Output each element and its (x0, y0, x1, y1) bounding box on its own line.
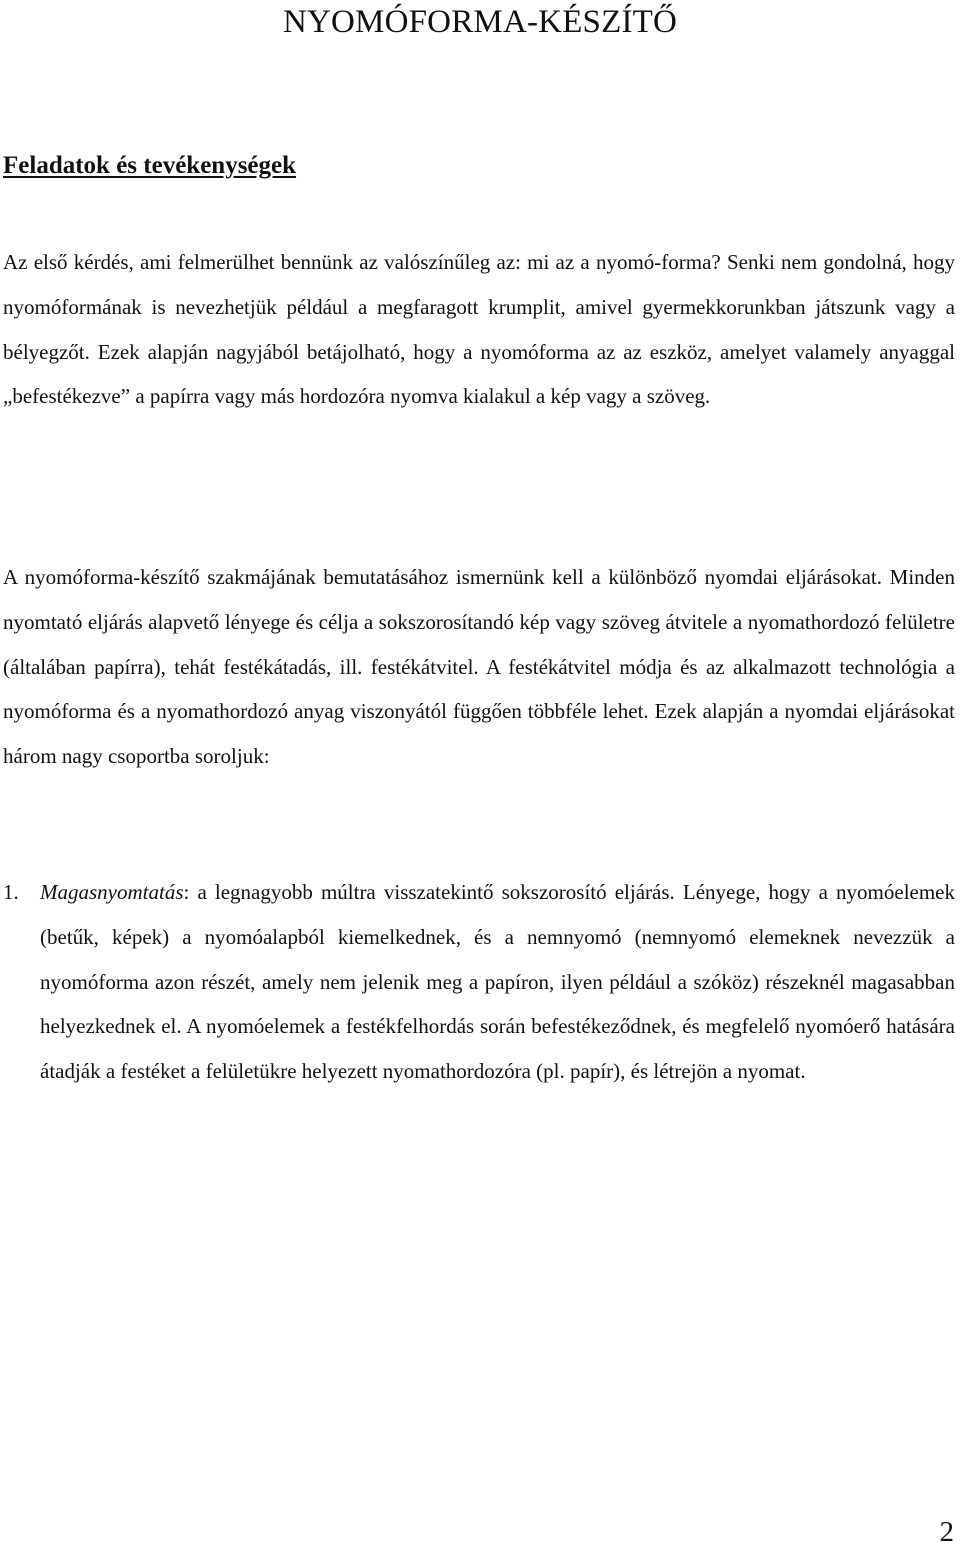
list-item-number: 1. (3, 880, 19, 904)
paragraph-intro: Az első kérdés, ami felmerülhet bennünk az valószínűleg az: mi az a nyomó-forma? Senki nem gondolná, hogy nyomóformának is nevezhetjük például a megfaragott krumplit, amivel gyermekkorunkban játszunk vagy a bélyegzőt. Ezek alapján nagyjából betájolható, hogy a nyomóforma az az eszköz, amelyet valamely anyaggal „befestékezve” a papírra vagy más hordozóra nyomva kialakul a kép vagy a szöveg. (3, 250, 955, 409)
page-number: 2 (939, 1516, 954, 1548)
paragraph-procedures: A nyomóforma-készítő szakmájának bemutatásához ismernünk kell a különböző nyomdai eljárásokat. Minden nyomtató eljárás alapvető lényege és célja a sokszorosítandó kép vagy szöveg átvitele a nyomathordozó felületre (általában papírra), tehát festékátadás, ill. festékátvitel. A festékátvitel módja és az alkalmazott technológia a nyomóforma és a nyomathordozó anyag viszonyától függően többféle lehet. Ezek alapján a nyomdai eljárásokat három nagy csoportba soroljuk: (3, 565, 955, 769)
list-item-term: Magasnyomtatás (40, 880, 184, 904)
page-title: NYOMÓFORMA-KÉSZÍTŐ (282, 4, 678, 40)
list-item-body (40, 870, 955, 1094)
list-item-text: : a legnagyobb múltra visszatekintő sokszorosító eljárás. Lényege, hogy a nyomóelemek (betűk, képek) a nyomóalapból kiemelkednek, és a nemnyomó (nemnyomó elemeknek nevezzük a nyomóforma azon részét, amely nem jelenik meg a papíron, ilyen például a szóköz) részeknél magasabban helyezkednek el. A nyomóelemek a festékfelhordás során befestékeződnek, és megfelelő nyomóerő hatására átadják a festéket a felületükre helyezett nyomathordozóra (pl. papír), és létrejön a nyomat. (40, 880, 955, 1084)
list-item (3, 870, 955, 1094)
section-heading: Feladatok és tevékenységek (3, 152, 297, 179)
